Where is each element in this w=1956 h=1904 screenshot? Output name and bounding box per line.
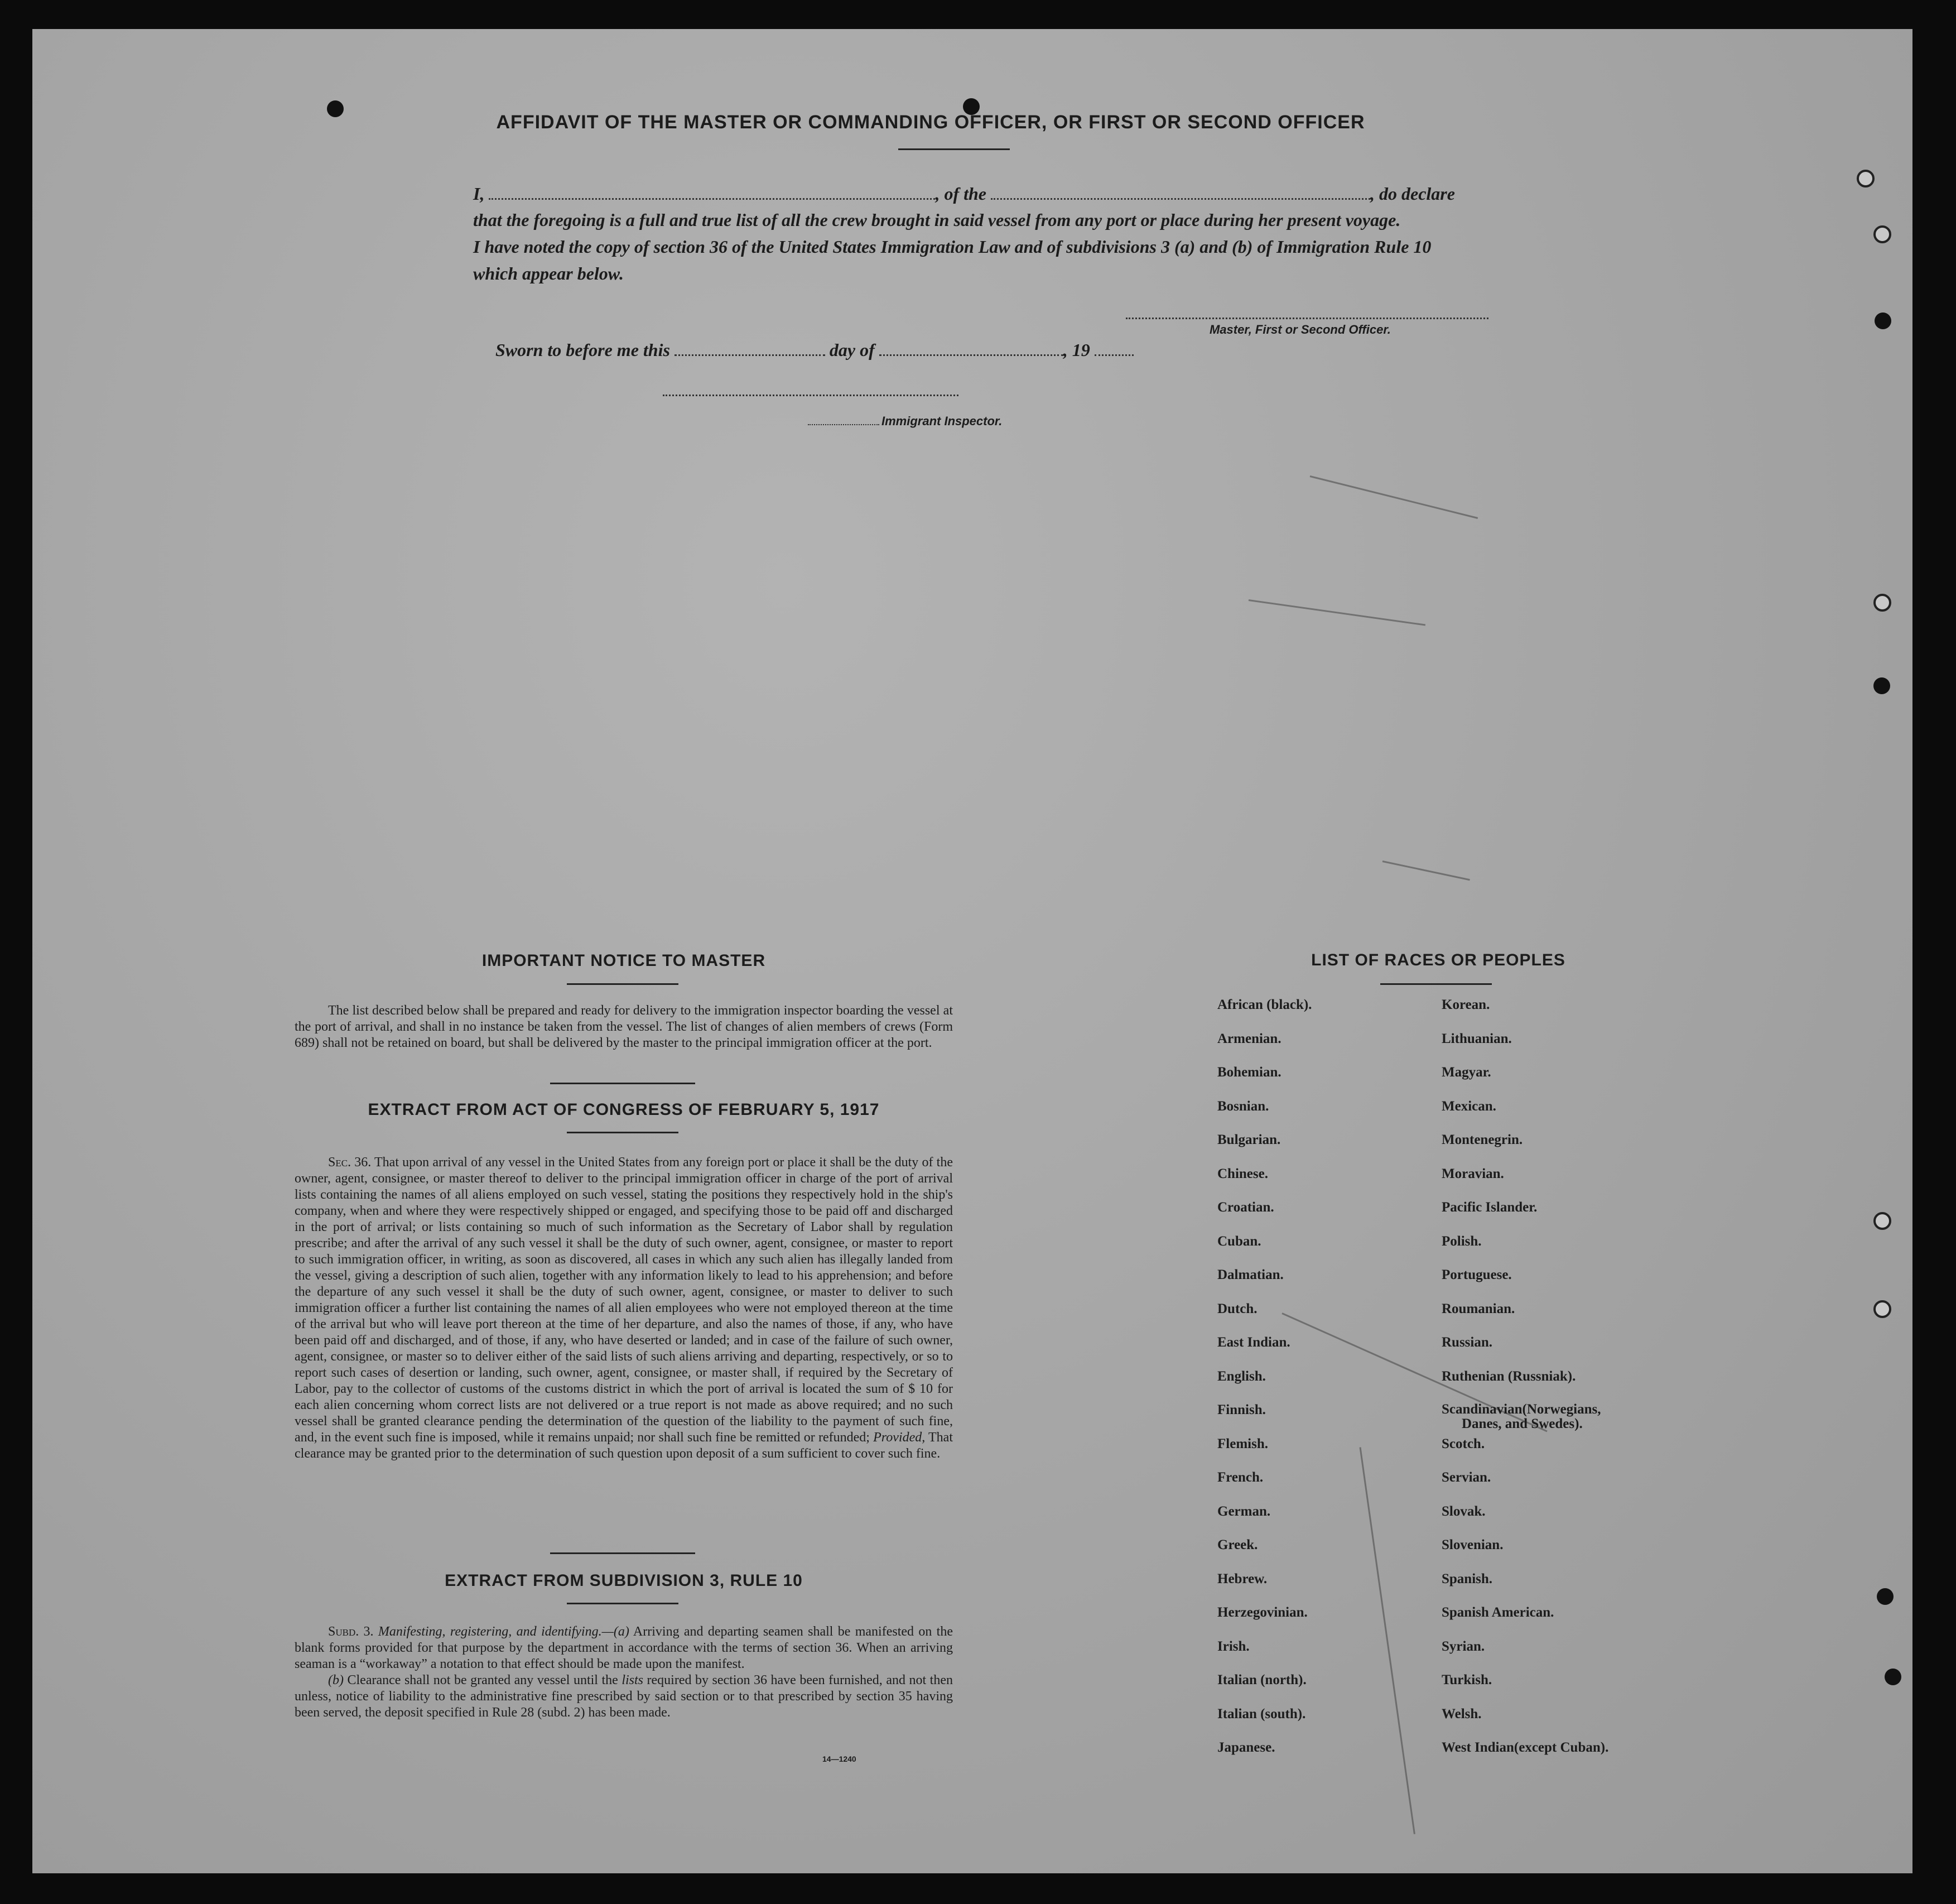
race-item: Flemish. xyxy=(1217,1436,1268,1451)
inspector-label: Immigrant Inspector. xyxy=(881,414,1003,428)
race-item: Turkish. xyxy=(1442,1672,1492,1687)
binder-hole xyxy=(1885,1669,1901,1685)
binder-hole xyxy=(1873,594,1891,612)
para-b-text-2: required by section 36 have been furnished, and not then unless, notice of liability to the administrative fine prescribed by said section or to that prescribed by section 35 having been served, the deposit specified in Rule 28 (subd. 2) has been made. xyxy=(295,1673,953,1720)
officer-signature-label: Master, First or Second Officer. xyxy=(1210,323,1391,336)
section-divider xyxy=(550,1552,695,1554)
race-item: West Indian(except Cuban). xyxy=(1442,1740,1609,1755)
scratch-mark xyxy=(1310,475,1478,519)
sworn-month-field[interactable] xyxy=(879,339,1063,356)
race-item: Ruthenian (Russniak). xyxy=(1442,1368,1576,1384)
affidavit-line-3: I have noted the copy of section 36 of the United States Immigration Law and of subdivisions 3 (a) and (b) of Immigration Rule 10 xyxy=(473,237,1432,257)
race-item: Finnish. xyxy=(1217,1402,1266,1417)
inspector-line xyxy=(808,424,879,425)
affidavit-title: AFFIDAVIT OF THE MASTER OR COMMANDING OFFICER, OR FIRST OR SECOND OFFICER xyxy=(496,112,1365,133)
document-sheet xyxy=(32,29,1912,1873)
race-item: French. xyxy=(1217,1470,1264,1485)
notice-title: IMPORTANT NOTICE TO MASTER xyxy=(481,951,766,970)
race-item: Spanish American. xyxy=(1442,1605,1554,1620)
race-item: Magyar. xyxy=(1442,1065,1491,1080)
race-item: Irish. xyxy=(1217,1638,1250,1654)
affidavit-line-2: that the foregoing is a full and true list of all the crew brought in said vessel from any port or place during her present voyage. xyxy=(473,210,1401,230)
race-item: Dalmatian. xyxy=(1217,1267,1284,1282)
extract-act-title: EXTRACT FROM ACT OF CONGRESS OF FEBRUARY 5, 1917 xyxy=(368,1100,880,1119)
race-item: Spanish. xyxy=(1442,1571,1493,1586)
section-divider xyxy=(550,1083,695,1084)
race-item: Scotch. xyxy=(1442,1436,1485,1451)
race-item: English. xyxy=(1217,1368,1266,1384)
race-item: Slovenian. xyxy=(1442,1537,1504,1552)
subd-label: Subd. 3. xyxy=(328,1624,374,1639)
races-title: LIST OF RACES OR PEOPLES xyxy=(1311,951,1565,969)
race-item: Japanese. xyxy=(1217,1740,1275,1755)
race-item: Welsh. xyxy=(1442,1706,1482,1722)
notice-text-block xyxy=(295,1003,953,1051)
inspector-signature-field[interactable] xyxy=(663,395,958,396)
race-item: Hebrew. xyxy=(1217,1571,1268,1586)
b-label: (b) xyxy=(328,1673,344,1687)
race-item: Chinese. xyxy=(1217,1166,1268,1181)
day-of-label: day of xyxy=(829,340,875,360)
title-rule xyxy=(898,148,1010,150)
race-item: Roumanian. xyxy=(1442,1301,1515,1316)
extract-rule-text-block xyxy=(295,1624,953,1721)
race-item: Mexican. xyxy=(1442,1098,1496,1114)
race-item: German. xyxy=(1217,1503,1271,1519)
race-item: Portuguese. xyxy=(1442,1267,1512,1282)
race-item: Italian (north). xyxy=(1217,1672,1307,1687)
provided-label: Provided, xyxy=(873,1430,926,1445)
lists-word: lists xyxy=(622,1673,643,1687)
race-item: Montenegrin. xyxy=(1442,1132,1523,1147)
notice-text: The list described below shall be prepared and ready for delivery to the immigration inspector boarding the vessel at the port of arrival, and shall in no instance be taken from the vessel. The list of changes of alien members of crews (Form 689) shall not be retained on board, but shall be delivered by the master to the principal immigration officer at the port. xyxy=(295,1003,953,1050)
race-item: Bosnian. xyxy=(1217,1098,1269,1114)
declarant-label: I, xyxy=(473,184,485,204)
declarant-name-field[interactable] xyxy=(489,182,935,200)
binder-hole xyxy=(1857,170,1875,187)
vessel-name-field[interactable] xyxy=(991,182,1370,200)
officer-signature-field[interactable] xyxy=(1126,318,1488,319)
notice-rule xyxy=(567,983,678,985)
sec-label: Sec. 36. xyxy=(328,1155,372,1170)
races-rule xyxy=(1380,983,1492,985)
sworn-label: Sworn to before me this xyxy=(495,340,670,360)
race-item: Armenian. xyxy=(1217,1031,1281,1046)
extract-rule-rule xyxy=(567,1603,678,1604)
sec-36-text: That upon arrival of any vessel in the United States from any foreign port or place it shall be the duty of the owner, agent, consignee, or master thereof to deliver to the principal immigration officer in charge of the port of arrival lists containing the names of all aliens employed on such vessel, stating the positions they respectively hold in the ship's company, when and where they were respectively shipped or engaged, and specifying those to be paid off and discharged in the port of arrival; or lists containing so much of such information as the Secretary of Labor shall by regulation prescribe; and after the arrival of any such vessel it shall be the duty of such owner, agent, consignee, or master to report to such immigration officer, in writing, as soon as discovered, all cases in which any such alien has illegally landed from the vessel, giving a description of such alien, together with any information likely to lead to his apprehension; and before the departure of any such vessel it shall be the duty of such owner, agent, consignee, or master to deliver to such immigration officer a further list containing the names of all alien employees who were not employed thereon at the time of the arrival but who will leave port thereon at the time of her departure, and also the names of those, if any, who have been paid off and discharged, and of those, if any, who have deserted or landed; and in case of the failure of such owner, agent, consignee, or master so to deliver either of the said lists of such aliens arriving and departing, respectively, or so to report such cases of desertion or landing, such owner, agent, consignee, or master shall, if required by the Secretary of Labor, pay to the collector of customs of the customs district in which the port of arrival is located the sum of $ 10 for each alien concerning whom correct lists are not delivered or a true report is not made as above required; and no such vessel shall be granted clearance pending the determination of the question of the liability to the payment of such fine, and, in the event such fine is imposed, while it remains unpaid; nor shall such fine be remitted or refunded; xyxy=(295,1155,953,1445)
race-item: Polish. xyxy=(1442,1233,1482,1249)
race-item xyxy=(1442,1402,1608,1436)
scratch-mark xyxy=(1360,1447,1415,1834)
race-item: Servian. xyxy=(1442,1470,1491,1485)
race-item: Italian (south). xyxy=(1217,1706,1306,1722)
race-item: African (black). xyxy=(1217,997,1312,1012)
provided-text: That clearance may be granted prior to the determination of such question upon deposit of a sum sufficient to cover such fine. xyxy=(295,1430,953,1461)
race-item: Greek. xyxy=(1217,1537,1258,1552)
race-item: Bohemian. xyxy=(1217,1065,1281,1080)
binder-hole xyxy=(1873,1212,1891,1230)
subd-heading: Manifesting, registering, and identifying.—(a) xyxy=(378,1624,629,1639)
binder-hole xyxy=(1873,225,1891,243)
race-item: Dutch. xyxy=(1217,1301,1258,1316)
race-item: Cuban. xyxy=(1217,1233,1261,1249)
year-label: , 19 xyxy=(1063,340,1090,360)
race-item: Croatian. xyxy=(1217,1200,1274,1215)
race-item: Pacific Islander. xyxy=(1442,1200,1538,1215)
race-item: Slovak. xyxy=(1442,1503,1486,1519)
scratch-mark xyxy=(1382,860,1470,881)
vessel-label: , of the xyxy=(935,184,986,204)
declare-label: , do declare xyxy=(1370,184,1455,204)
affidavit-line-1 xyxy=(473,182,1455,204)
scratch-mark xyxy=(1249,599,1425,626)
para-b-text-1: Clearance shall not be granted any vessel until the xyxy=(347,1673,618,1687)
binder-hole xyxy=(1873,677,1890,694)
binder-hole xyxy=(1877,1588,1894,1605)
race-item: Lithuanian. xyxy=(1442,1031,1512,1046)
race-item-scandinavian-cont: Danes, and Swedes). xyxy=(1462,1416,1583,1431)
sworn-year-field[interactable] xyxy=(1095,339,1134,356)
race-item-scandinavian: Scandinavian(Norwegians, xyxy=(1442,1402,1601,1417)
race-item: Syrian. xyxy=(1442,1638,1485,1654)
extract-rule-title: EXTRACT FROM SUBDIVISION 3, RULE 10 xyxy=(445,1571,803,1590)
extract-act-rule xyxy=(567,1132,678,1133)
races-column-2 xyxy=(1442,997,1608,1774)
race-item: East Indian. xyxy=(1217,1335,1290,1350)
race-item: Russian. xyxy=(1442,1335,1493,1350)
race-item: Bulgarian. xyxy=(1217,1132,1281,1147)
race-item: Korean. xyxy=(1442,997,1490,1012)
binder-hole xyxy=(1875,312,1891,329)
para-a-text: Arriving and departing seamen shall be manifested on the blank forms provided for that purpose by the department in accordance with the terms of section 36. When an arriving seaman is a “workaway” a notation to that effect should be made upon the manifest. xyxy=(295,1624,953,1671)
sworn-line xyxy=(495,339,1134,360)
races-column-1 xyxy=(1217,997,1312,1774)
extract-act-text-block xyxy=(295,1155,953,1462)
affidavit-line-4: which appear below. xyxy=(473,263,624,283)
form-number: 14—1240 xyxy=(822,1754,856,1763)
race-item: Herzegovinian. xyxy=(1217,1605,1308,1620)
binder-hole xyxy=(327,100,344,117)
sworn-day-field[interactable] xyxy=(675,339,825,356)
binder-hole xyxy=(1873,1300,1891,1318)
race-item: Moravian. xyxy=(1442,1166,1504,1181)
